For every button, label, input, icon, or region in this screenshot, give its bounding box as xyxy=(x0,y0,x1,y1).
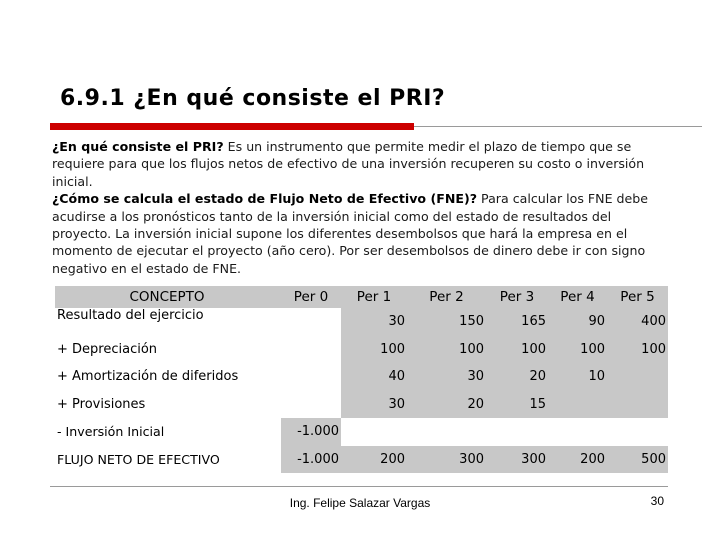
table-cell: 100 xyxy=(341,336,407,364)
pri-answer: Es un instrumento que permite medir el plazo de tiempo que se requiere para que los flujos netos de efectivo de una inversión recuperen su costo o inversión inicial. xyxy=(52,139,645,189)
table-cell: 30 xyxy=(341,391,407,419)
header-per-3: Per 3 xyxy=(486,286,548,308)
table-cell: 100 xyxy=(607,336,668,364)
fne-answer: Para calcular los FNE debe acudirse a los pronósticos tanto de la inversión inicial como del estado de resultados del proyecto. La inversión inicial supone los diferentes desembolsos que hará la empresa en el momento de ejecutar el proyecto (año cero). Por ser desembolsos de dinero debe ir con signo negativo en el estado de FNE. xyxy=(52,191,649,276)
table-cell: 100 xyxy=(548,336,607,364)
table-cell: 20 xyxy=(486,363,548,391)
slide-title: 6.9.1 ¿En qué consiste el PRI? xyxy=(60,86,446,111)
table-cell xyxy=(281,308,341,336)
row-label: + Depreciación xyxy=(57,341,158,357)
page-number: 30 xyxy=(650,494,664,508)
row-label: - Inversión Inicial xyxy=(57,424,165,440)
table-cell xyxy=(607,418,668,446)
header-per-0: Per 0 xyxy=(281,286,341,308)
table-cell xyxy=(341,418,407,446)
table-cell: -1.000 xyxy=(281,418,341,446)
table-row xyxy=(55,446,668,474)
table-cell: 300 xyxy=(407,446,486,474)
row-label: + Amortización de diferidos xyxy=(57,369,239,385)
paragraph-fne-calculation xyxy=(52,190,662,277)
table-cell: 90 xyxy=(548,308,607,336)
table-cell: 300 xyxy=(486,446,548,474)
table-cell xyxy=(486,418,548,446)
table-cell: 150 xyxy=(407,308,486,336)
table-cell xyxy=(281,391,341,419)
header-per-2: Per 2 xyxy=(407,286,486,308)
title-accent-bar xyxy=(50,123,414,130)
row-label: + Provisiones xyxy=(57,396,146,412)
header-per-1: Per 1 xyxy=(341,286,407,308)
header-concepto: CONCEPTO xyxy=(55,286,281,308)
table-cell xyxy=(607,391,668,419)
table-header-row xyxy=(55,286,668,308)
fne-question: ¿Cómo se calcula el estado de Flujo Neto de Efectivo (FNE)? xyxy=(52,191,478,207)
table-row xyxy=(55,418,668,446)
pri-question: ¿En qué consiste el PRI? xyxy=(52,139,224,154)
paragraph-pri-definition xyxy=(52,138,662,190)
footer-author: Ing. Felipe Salazar Vargas xyxy=(289,496,431,510)
header-per-4: Per 4 xyxy=(548,286,607,308)
table-cell: 165 xyxy=(486,308,548,336)
table-cell: 100 xyxy=(407,336,486,364)
table-cell: 30 xyxy=(341,308,407,336)
table-cell: 10 xyxy=(548,363,607,391)
table-cell: 30 xyxy=(407,363,486,391)
fne-table xyxy=(55,286,668,473)
header-per-5: Per 5 xyxy=(607,286,668,308)
table-cell xyxy=(607,363,668,391)
table-cell xyxy=(281,363,341,391)
table-row xyxy=(55,391,668,419)
row-label: FLUJO NETO DE EFECTIVO xyxy=(57,451,220,467)
slide-body xyxy=(52,138,662,277)
table-cell: 500 xyxy=(607,446,668,474)
table-cell: 400 xyxy=(607,308,668,336)
table-cell xyxy=(548,418,607,446)
table-cell xyxy=(548,391,607,419)
table-cell xyxy=(407,418,486,446)
table-cell: 200 xyxy=(548,446,607,474)
table-cell: 200 xyxy=(341,446,407,474)
table-cell: 20 xyxy=(407,391,486,419)
table-cell: -1.000 xyxy=(281,446,341,474)
table-row xyxy=(55,308,668,336)
table-cell: 100 xyxy=(486,336,548,364)
row-label: Resultado del ejercicio xyxy=(57,308,204,323)
footer-rule xyxy=(50,486,668,487)
table-cell xyxy=(281,336,341,364)
table-cell: 15 xyxy=(486,391,548,419)
table-cell: 40 xyxy=(341,363,407,391)
table-row xyxy=(55,336,668,364)
table-row xyxy=(55,363,668,391)
